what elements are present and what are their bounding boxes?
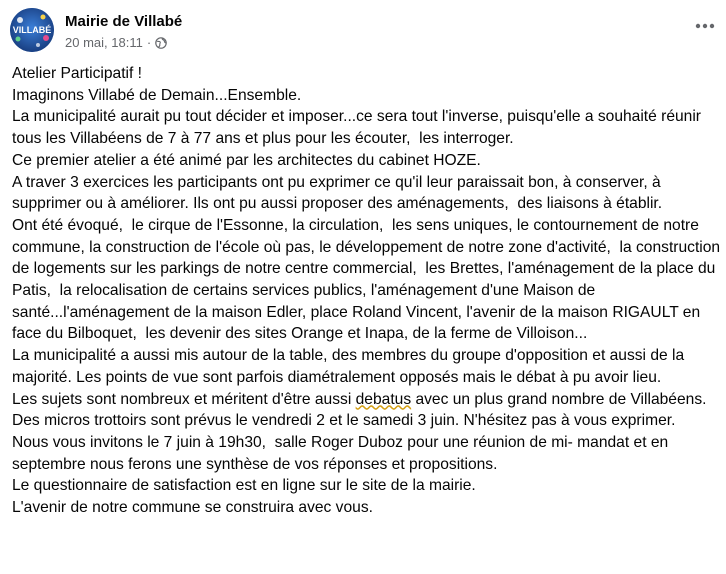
globe-icon[interactable]	[155, 37, 167, 49]
post-header	[10, 8, 718, 58]
post-line: Ce premier atelier a été animé par les architectes du cabinet HOZE.	[12, 151, 481, 169]
more-options-icon	[695, 23, 715, 29]
more-options-button[interactable]	[692, 16, 718, 36]
post-timestamp[interactable]: 20 mai, 18:11	[65, 35, 143, 50]
meta-separator: ·	[146, 35, 152, 50]
post-line-sujets	[12, 389, 724, 411]
villabe-logo-icon	[10, 8, 54, 52]
post-line: Le questionnaire de satisfaction est en ligne sur le site de la mairie.	[12, 477, 476, 495]
page-name-link[interactable]: Mairie de Villabé	[65, 13, 183, 30]
sujets-text-before: Les sujets sont nombreux et méritent d'être aussi	[12, 390, 356, 408]
post-line: Des micros trottoirs sont prévus le vendredi 2 et le samedi 3 juin. N'hésitez pas à vous exprimer.	[12, 412, 676, 430]
post-line: La municipalité a aussi mis autour de la table, des membres du groupe d'opposition et aussi de la majorité. Les points de vue sont parfois diamétralement opposés mais le débat à pu avoir lieu.	[12, 347, 689, 386]
post-line: Nous vous invitons le 7 juin à 19h30, salle Roger Duboz pour une réunion de mi- mandat et en septembre nous ferons une synthèse de vos réponses et propositions.	[12, 433, 673, 473]
post-line: A traver 3 exercices les participants ont pu exprimer ce qu'il leur paraissait bon, à conserver, à supprimer ou à améliorer. Ils ont pu aussi proposer des aménagements, des liaisons à établir.	[12, 173, 666, 213]
post-line: Ont été évoqué, le cirque de l'Essonne, la circulation, les sens uniques, le contournement de notre commune, la construction de l'école où pas, le développement de notre zone d'activité, la construction de logements sur les parkings de notre centre commercial, les Brettes, l'aménagement de la place du Patis, la relocalisation de certains services publics, l'aménagement d'une Maison de santé...l'aménagement de la maison Edler, place Roland Vincent, l'avenir de la maison RIGAULT en face du Bilboquet, les devenir des sites Orange et Inapa, de la ferme de Villoison...	[12, 216, 725, 343]
post-line: L'avenir de notre commune se construira avec vous.	[12, 499, 373, 517]
sujets-text-after: avec un plus grand nombre de Villabéens.	[411, 390, 707, 408]
page-avatar[interactable]	[10, 8, 54, 52]
post-line: Imaginons Villabé de Demain...Ensemble.	[12, 86, 302, 104]
post-meta	[65, 35, 167, 50]
post-line: La municipalité aurait pu tout décider et imposer...ce sera tout l'inverse, puisqu'elle a souhaité réunir tous les Villabéens de 7 à 77 ans et plus pour les écouter, les interroger.	[12, 108, 706, 148]
post-text	[12, 63, 724, 519]
misspelled-word: debatus	[355, 390, 412, 408]
post-line: Atelier Participatif !	[12, 65, 142, 82]
avatar-logo-text: VILLABÉ	[12, 25, 52, 35]
